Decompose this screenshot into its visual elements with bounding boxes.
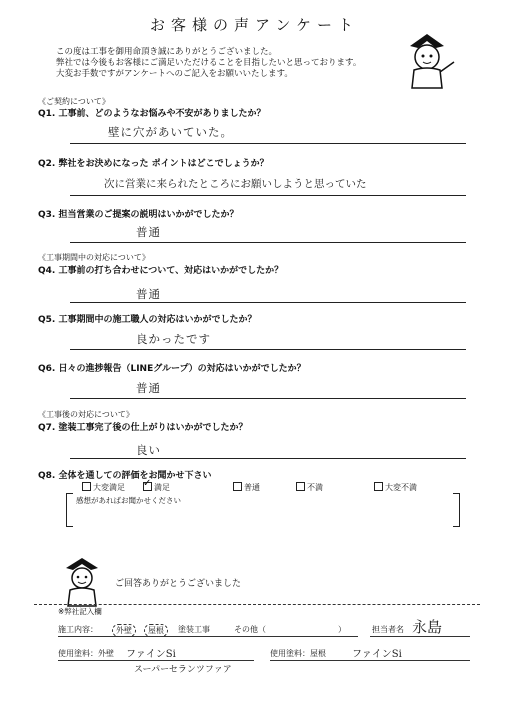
- survey-title: お客様の声アンケート: [149, 16, 360, 34]
- paint-roof: ファインSi: [352, 649, 402, 660]
- paint-wall-2: スーパーセランツファア: [134, 665, 232, 675]
- paint-wall-line: [58, 660, 254, 661]
- work-item-wall: 外壁: [112, 624, 136, 637]
- checkbox[interactable]: [374, 482, 383, 491]
- comment-bracket-left: [66, 493, 73, 527]
- person-line: [370, 636, 470, 637]
- checkbox[interactable]: [82, 482, 91, 491]
- answer-2: 次に営業に来られたところにお願いしようと思っていた: [104, 178, 367, 190]
- comment-hint: 感想があればお聞かせください: [76, 496, 181, 505]
- footer-divider: [34, 604, 480, 605]
- paint-roof-label: 使用塗料：屋根: [270, 649, 326, 658]
- section-after: 《工事後の対応について》: [38, 410, 134, 419]
- question-7: Q7. 塗装工事完了後の仕上がりはいかがでしたか？: [38, 423, 248, 433]
- samurai-mascot-icon: [396, 32, 458, 94]
- answer-line-3: [70, 242, 466, 243]
- answer-4: 普通: [136, 287, 161, 301]
- answer-1: 壁に穴があいていた。: [108, 125, 233, 139]
- option-satisfied[interactable]: ✓ 満足: [143, 478, 170, 492]
- paint-roof-line: [270, 660, 470, 661]
- answer-6: 普通: [136, 381, 161, 395]
- thanks-message: ご回答ありがとうございました: [115, 579, 242, 589]
- question-5: Q5. 工事期間中の施工職人の対応はいかがでしたか？: [38, 315, 257, 325]
- checkbox[interactable]: [233, 482, 242, 491]
- answer-line-7: [70, 458, 466, 459]
- samurai-mascot-icon: [56, 556, 108, 608]
- intro-line-1: この度は工事を御用命頂き誠にありがとうございました。: [56, 47, 278, 57]
- person-name: 永島: [412, 618, 443, 636]
- checkbox-checked[interactable]: [143, 478, 152, 491]
- intro-line-2: 弊社では今後もお客様にご満足いただけることを目指したいと思っております。: [56, 58, 362, 68]
- answer-5: 良かったです: [136, 332, 211, 346]
- question-1: Q1. 工事前、どのようなお悩みや不安がありましたか？: [38, 109, 266, 119]
- question-6: Q6. 日々の進捗報告（LINEグループ）の対応はいかがでしたか？: [38, 364, 306, 374]
- answer-line-4: [70, 302, 466, 303]
- option-very-satisfied[interactable]: 大変満足: [82, 482, 125, 493]
- question-3: Q3. 担当営業のご提案の説明はいかがでしたか？: [38, 210, 239, 220]
- paint-wall-1: ファインSi: [126, 649, 176, 660]
- question-2: Q2. 弊社をお決めになった ポイントはどこでしょうか？: [38, 159, 269, 169]
- intro-line-3: 大変お手数ですがアンケートへのご記入をお願いいたします。: [56, 69, 293, 79]
- person-label: 担当者名: [372, 625, 404, 634]
- answer-line-5: [70, 349, 466, 350]
- answer-line-6: [70, 398, 466, 399]
- work-type: 塗装工事: [178, 625, 210, 634]
- section-during: 《工事期間中の対応について》: [38, 253, 150, 262]
- section-contract: 《ご契約について》: [38, 97, 110, 106]
- question-4: Q4. 工事前の打ち合わせについて、対応はいかがでしたか？: [38, 266, 284, 276]
- work-line: [58, 636, 358, 637]
- answer-line-1: [70, 143, 466, 144]
- other-label: その他（: [234, 625, 266, 634]
- footer-note: ※弊社記入欄: [58, 607, 102, 616]
- answer-7: 良い: [136, 443, 161, 457]
- work-item-roof: 屋根: [144, 624, 168, 637]
- option-dissatisfied[interactable]: 不満: [296, 482, 323, 493]
- check-mark-icon: ✓: [143, 478, 152, 489]
- question-8: Q8. 全体を通しての評価をお聞かせ下さい: [38, 471, 212, 481]
- answer-line-2: [70, 195, 466, 196]
- other-close: ）: [338, 625, 346, 634]
- option-normal[interactable]: 普通: [233, 482, 260, 493]
- paint-wall-label: 使用塗料：外壁: [58, 649, 114, 658]
- checkbox[interactable]: [296, 482, 305, 491]
- comment-bracket-right: [453, 493, 460, 527]
- option-very-dissatisfied[interactable]: 大変不満: [374, 482, 417, 493]
- answer-3: 普通: [136, 225, 161, 239]
- work-label: 施工内容：: [58, 625, 98, 634]
